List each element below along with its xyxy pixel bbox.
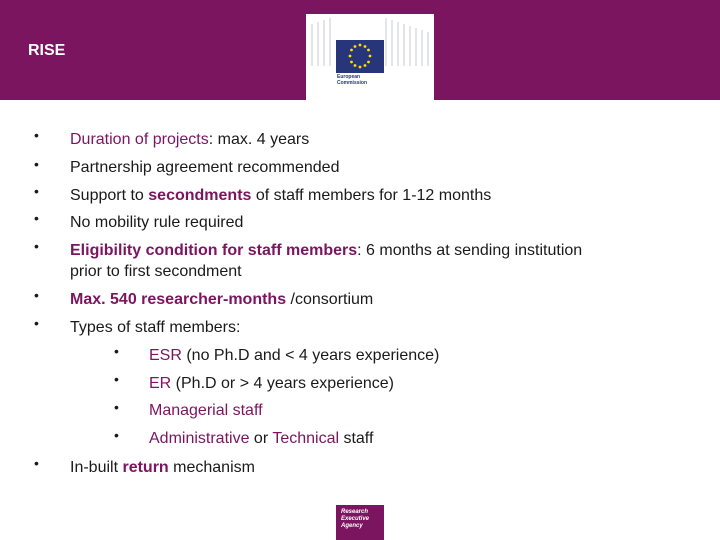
bullet-text: Eligibility condition for staff members: 6 months at sending institution xyxy=(70,242,583,259)
sub-bullet-marker: • xyxy=(114,343,119,359)
bullet-marker: • xyxy=(34,156,39,172)
sub-bullet-text: Administrative or Technical staff xyxy=(149,430,374,447)
bullet-marker: • xyxy=(34,127,39,143)
bullet-marker: • xyxy=(34,183,39,199)
bullet-marker: • xyxy=(34,238,39,254)
bullet-marker: • xyxy=(34,315,39,331)
sub-bullet-text: ER (Ph.D or > 4 years experience) xyxy=(149,375,394,392)
bullet-text: Duration of projects: max. 4 years xyxy=(70,131,310,148)
bullet-marker: • xyxy=(34,287,39,303)
bullet-marker: • xyxy=(34,210,39,226)
bullet-text: Support to secondments of staff members for 1-12 months xyxy=(70,187,492,204)
sub-bullet-text: ESR (no Ph.D and < 4 years experience) xyxy=(149,347,440,364)
bullet-marker: • xyxy=(34,455,39,471)
bullet-text: Max. 540 researcher-months /consortium xyxy=(70,291,374,308)
bullet-text: Types of staff members: xyxy=(70,319,241,336)
rea-logo-text: Research Executive Agency xyxy=(341,509,370,529)
bullet-text: No mobility rule required xyxy=(70,214,244,231)
sub-bullet-marker: • xyxy=(114,399,119,415)
logo-caption: European Commission xyxy=(337,74,368,86)
bullet-text-continuation: prior to first secondment xyxy=(70,263,242,280)
sub-bullet-text: Managerial staff xyxy=(149,402,263,419)
sub-bullet-marker: • xyxy=(114,371,119,387)
slide-title: RISE xyxy=(28,42,66,59)
sub-bullet-marker: • xyxy=(114,427,119,443)
bullet-text: In-built return mechanism xyxy=(70,459,255,476)
bullet-text: Partnership agreement recommended xyxy=(70,159,340,176)
